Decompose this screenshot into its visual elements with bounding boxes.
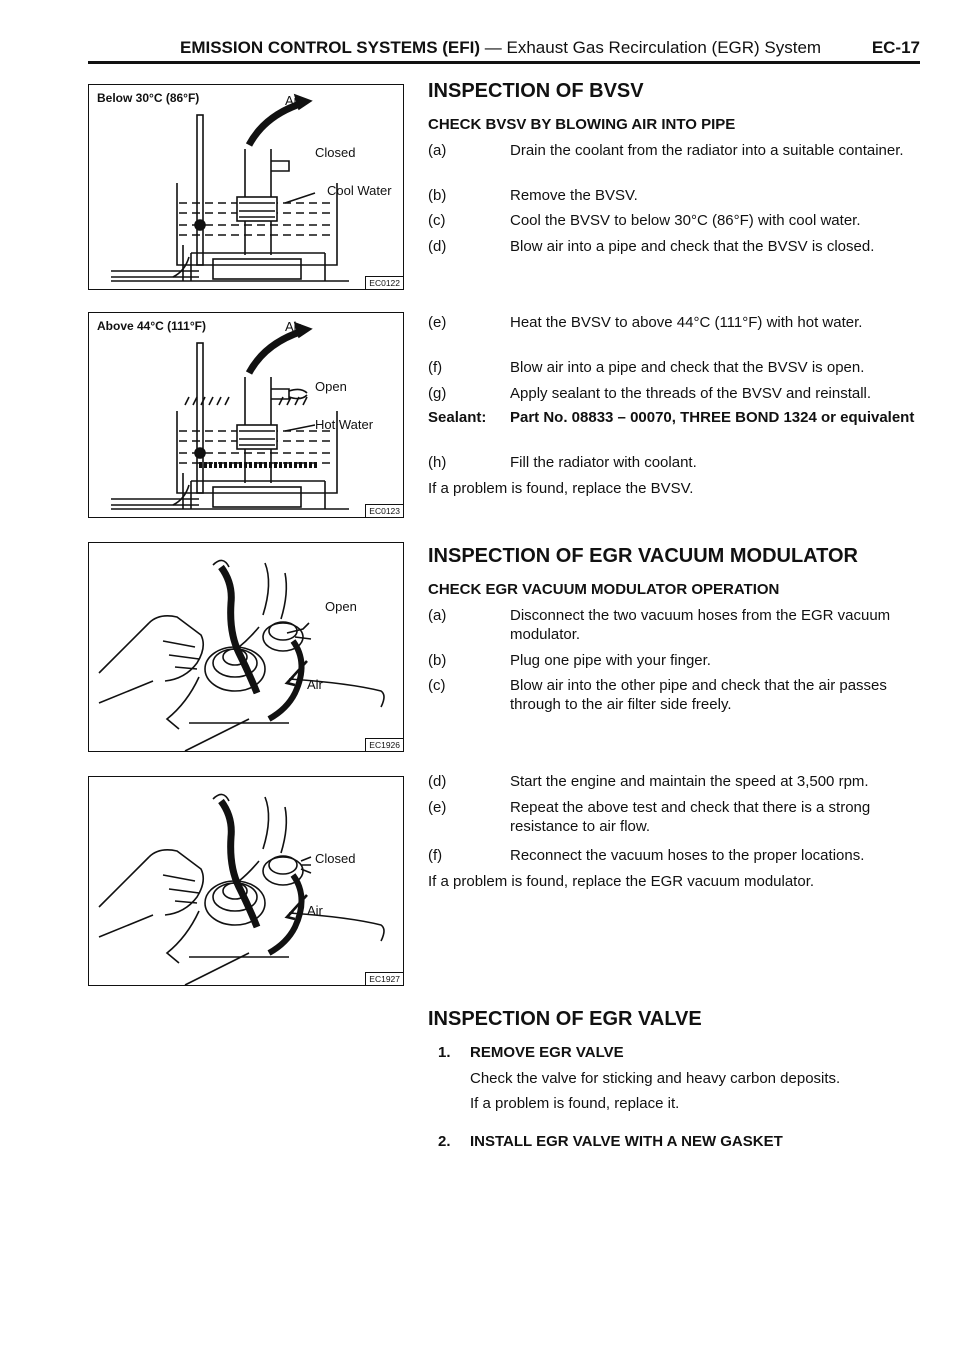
figure-code: EC1927 <box>365 972 404 986</box>
step-detail: If a problem is found, replace it. <box>470 1095 680 1112</box>
instructions-column <box>428 0 922 1356</box>
step-text: Apply sealant to the threads of the BVSV and reinstall. <box>510 385 872 402</box>
figure-code: EC1926 <box>365 738 404 752</box>
figure-caption: Below 30°C (86°F) <box>97 91 200 105</box>
step-letter: (g) <box>428 385 447 402</box>
step-text: Cool the BVSV to below 30°C (86°F) with cool water. <box>510 212 861 229</box>
step-letter: (a) <box>428 142 447 159</box>
step-text: Heat the BVSV to above 44°C (111°F) with hot water. <box>510 314 863 331</box>
step-number: 1. <box>438 1044 451 1061</box>
step-letter: (h) <box>428 454 447 471</box>
header-title-bold: EMISSION CONTROL SYSTEMS (EFI) <box>180 38 481 57</box>
label-open: Open <box>325 599 357 614</box>
modulator-closed-illustration <box>89 777 405 987</box>
step-letter: (d) <box>428 238 447 255</box>
label-air: Air <box>307 677 323 692</box>
step-letter: (e) <box>428 799 447 816</box>
figure-modulator-closed <box>88 776 404 986</box>
label-closed: Closed <box>315 851 356 866</box>
figure-caption: Above 44°C (111°F) <box>97 319 206 333</box>
figure-bvsv-closed <box>88 84 404 290</box>
figure-modulator-open <box>88 542 404 752</box>
step-letter: (c) <box>428 212 446 229</box>
step-text: Fill the radiator with coolant. <box>510 454 697 471</box>
subtitle-bvsv: CHECK BVSV BY BLOWING AIR INTO PIPE <box>428 116 736 133</box>
step-text: Start the engine and maintain the speed at 3,500 rpm. <box>510 773 869 790</box>
label-cool-water: Cool Water <box>327 183 392 198</box>
figure-code: EC0123 <box>365 504 404 518</box>
section-title-modulator: INSPECTION OF EGR VACUUM MODULATOR <box>428 545 858 567</box>
label-hot-water: Hot Water <box>315 417 374 432</box>
step-letter: (b) <box>428 652 447 669</box>
step-number: 2. <box>438 1133 451 1150</box>
sealant-value: Part No. 08833 – 00070, THREE BOND 1324 or equivalent <box>510 409 915 426</box>
section-title-egr-valve: INSPECTION OF EGR VALVE <box>428 1008 702 1030</box>
step-text: Remove the BVSV. <box>510 187 638 204</box>
step-title: INSTALL EGR VALVE WITH A NEW GASKET <box>470 1133 783 1150</box>
step-letter: (a) <box>428 607 447 624</box>
step-text: Blow air into the other pipe and check that the air passes through to the air filter side freely. <box>510 677 887 713</box>
bvsv-open-illustration <box>89 313 405 519</box>
figure-code: EC0122 <box>365 276 404 290</box>
step-text: Repeat the above test and check that there is a strong resistance to air flow. <box>510 799 871 835</box>
label-open: Open <box>315 379 347 394</box>
sealant-label: Sealant: <box>428 409 487 426</box>
step-text: Plug one pipe with your finger. <box>510 652 711 669</box>
header-title-rest: — Exhaust Gas Recirculation (EGR) System <box>480 38 822 57</box>
label-closed: Closed <box>315 145 356 160</box>
subtitle-modulator: CHECK EGR VACUUM MODULATOR OPERATION <box>428 581 780 598</box>
step-text: Disconnect the two vacuum hoses from the EGR vacuum modulator. <box>510 607 891 643</box>
page-code: EC-17 <box>871 38 920 57</box>
step-text: Blow air into a pipe and check that the BVSV is closed. <box>510 238 875 255</box>
label-air: Air <box>285 93 301 108</box>
step-detail: Check the valve for sticking and heavy carbon deposits. <box>470 1070 841 1087</box>
step-letter: (b) <box>428 187 447 204</box>
step-letter: (d) <box>428 773 447 790</box>
figure-bvsv-open <box>88 312 404 518</box>
step-text: Blow air into a pipe and check that the BVSV is open. <box>510 359 865 376</box>
step-text: Drain the coolant from the radiator into a suitable container. <box>510 142 904 159</box>
note-replace-modulator: If a problem is found, replace the EGR vacuum modulator. <box>428 873 815 890</box>
step-letter: (f) <box>428 359 443 376</box>
step-text: Reconnect the vacuum hoses to the proper locations. <box>510 847 865 864</box>
label-air: Air <box>285 319 301 334</box>
step-letter: (f) <box>428 847 443 864</box>
label-air: Air <box>307 903 323 918</box>
note-replace-bvsv: If a problem is found, replace the BVSV. <box>428 480 694 497</box>
section-title-bvsv: INSPECTION OF BVSV <box>428 80 644 102</box>
modulator-open-illustration <box>89 543 405 753</box>
step-letter: (c) <box>428 677 446 694</box>
step-letter: (e) <box>428 314 447 331</box>
step-title: REMOVE EGR VALVE <box>470 1044 624 1061</box>
